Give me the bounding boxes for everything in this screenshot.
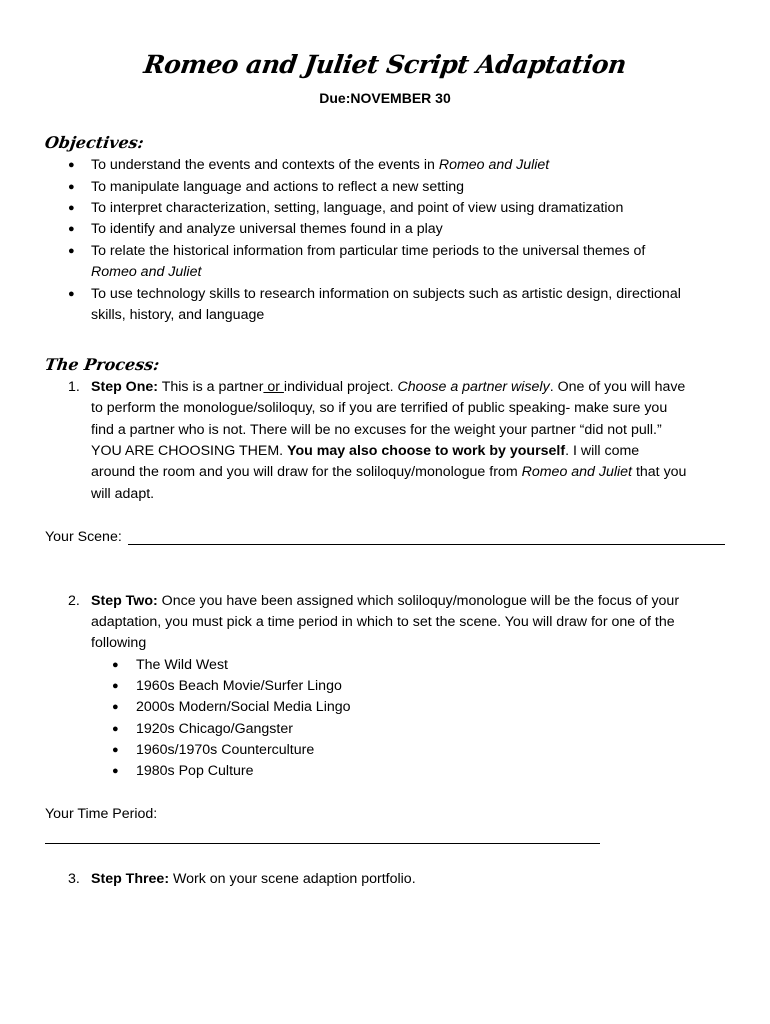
time-period-item: 1960s Beach Movie/Surfer Lingo bbox=[136, 678, 342, 694]
objectives-heading: Objectives: bbox=[43, 133, 146, 152]
step-three-line: Step Three: Work on your scene adaption portfolio. bbox=[91, 871, 416, 887]
time-period-item: 1960s/1970s Counterculture bbox=[136, 742, 315, 758]
step-one-line: will adapt. bbox=[91, 486, 155, 502]
objective-item-continuation: Romeo and Juliet bbox=[91, 264, 202, 280]
time-period-item: 2000s Modern/Social Media Lingo bbox=[136, 699, 351, 715]
step-two-line: Step Two: Once you have been assigned which soliloquy/monologue will be the focus of your bbox=[91, 593, 680, 609]
your-scene-blank-line[interactable] bbox=[128, 544, 725, 545]
document-title: Romeo and Juliet Script Adaptation bbox=[142, 50, 628, 79]
time-period-item: 1920s Chicago/Gangster bbox=[136, 721, 293, 737]
bullet-icon: ● bbox=[112, 680, 119, 692]
process-heading: The Process: bbox=[43, 355, 161, 374]
step-number: 2. bbox=[68, 593, 80, 609]
step-two-line: following bbox=[91, 635, 147, 651]
bullet-icon: ● bbox=[112, 744, 119, 756]
step-number: 3. bbox=[68, 871, 80, 887]
your-time-period-blank-line[interactable] bbox=[45, 843, 600, 844]
step-one-line: find a partner who is not. There will be no excuses for the weight your partner “did not pull.” bbox=[91, 422, 662, 438]
bullet-icon: ● bbox=[112, 659, 119, 671]
objective-item: To manipulate language and actions to reflect a new setting bbox=[91, 179, 465, 195]
time-period-item: The Wild West bbox=[136, 657, 228, 673]
bullet-icon: ● bbox=[68, 159, 75, 171]
your-scene-label: Your Scene: bbox=[45, 529, 122, 545]
your-time-period-label: Your Time Period: bbox=[45, 806, 158, 822]
bullet-icon: ● bbox=[112, 723, 119, 735]
step-one-line: YOU ARE CHOOSING THEM. You may also choose to work by yourself. I will come bbox=[91, 443, 640, 459]
step-one-line: around the room and you will draw for the soliloquy/monologue from Romeo and Juliet that you bbox=[91, 464, 687, 480]
step-two-line: adaptation, you must pick a time period in which to set the scene. You will draw for one of the bbox=[91, 614, 675, 630]
objective-item: To understand the events and contexts of the events in Romeo and Juliet bbox=[91, 157, 550, 173]
due-date: Due:NOVEMBER 30 bbox=[319, 90, 451, 106]
bullet-icon: ● bbox=[112, 701, 119, 713]
objective-item-continuation: skills, history, and language bbox=[91, 307, 265, 323]
objective-item: To identify and analyze universal themes found in a play bbox=[91, 221, 443, 237]
objective-item: To use technology skills to research information on subjects such as artistic design, directional bbox=[91, 286, 681, 302]
bullet-icon: ● bbox=[68, 223, 75, 235]
bullet-icon: ● bbox=[112, 765, 119, 777]
step-one-line: Step One: This is a partner or individual project. Choose a partner wisely. One of you will have bbox=[91, 379, 686, 395]
bullet-icon: ● bbox=[68, 181, 75, 193]
step-one-line: to perform the monologue/soliloquy, so if you are terrified of public speaking- make sure you bbox=[91, 400, 668, 416]
objective-item: To relate the historical information from particular time periods to the universal themes of bbox=[91, 243, 646, 259]
step-number: 1. bbox=[68, 379, 80, 395]
objective-item: To interpret characterization, setting, language, and point of view using dramatization bbox=[91, 200, 624, 216]
time-period-item: 1980s Pop Culture bbox=[136, 763, 254, 779]
bullet-icon: ● bbox=[68, 245, 75, 257]
bullet-icon: ● bbox=[68, 202, 75, 214]
bullet-icon: ● bbox=[68, 288, 75, 300]
